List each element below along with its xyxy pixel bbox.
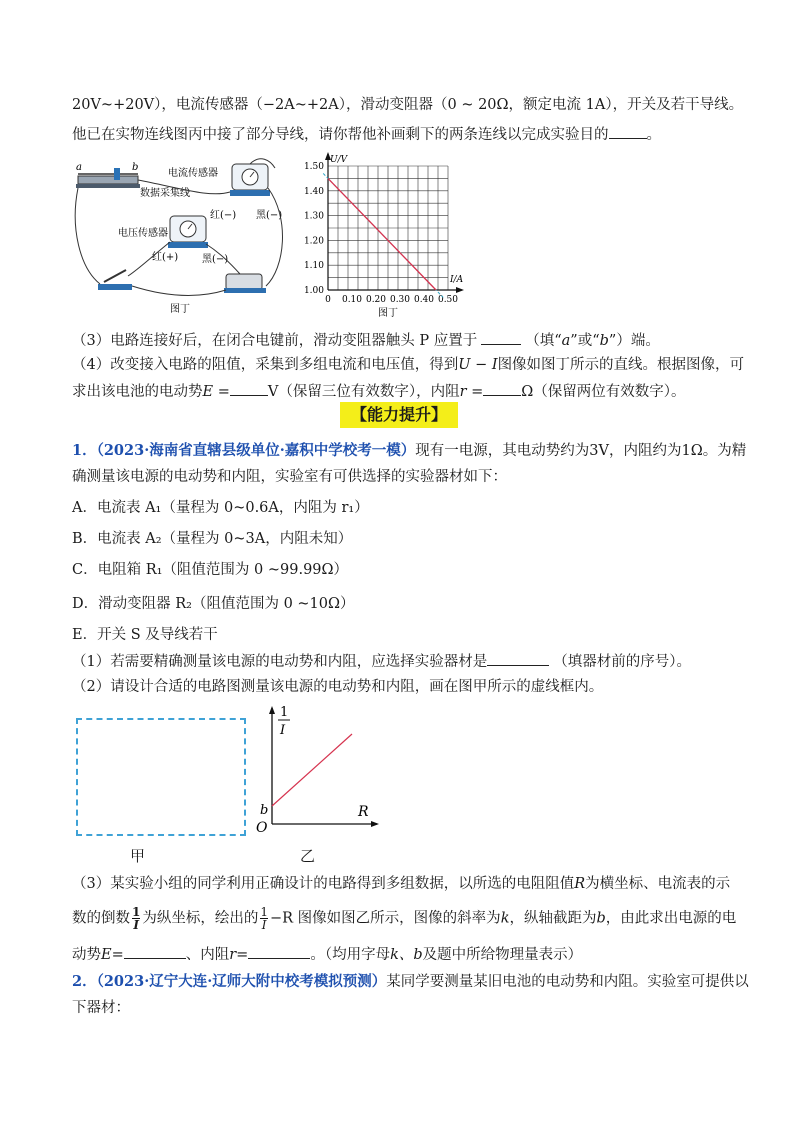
x-tick-label: 0.30 bbox=[389, 295, 411, 305]
label-b: b bbox=[132, 162, 139, 173]
problem-source: （2023·海南省直辖县级单位·嘉积中学校考一模） bbox=[96, 442, 416, 459]
y-tick-label: 1.10 bbox=[303, 261, 324, 272]
text-span: 、内阻 bbox=[185, 947, 230, 963]
question-4-line2 bbox=[72, 381, 686, 402]
text-span: 数的倒数 bbox=[72, 910, 130, 927]
label-a: a bbox=[76, 162, 82, 173]
text-span: 某同学要测量某旧电池的电动势和内阻。实验室可提供以 bbox=[386, 974, 749, 990]
text-line: 确测量该电源的电动势和内阻，实验室有可供选择的实验器材如下： bbox=[72, 469, 507, 485]
text-span: b bbox=[596, 910, 606, 927]
fit-line bbox=[272, 734, 352, 806]
section-banner: 【能力提升】 bbox=[340, 402, 458, 428]
x-axis-arrow bbox=[456, 287, 464, 293]
text-span: 图像如图丁所示的直线。根据图像，可 bbox=[497, 357, 745, 373]
text-span: （3）某实验小组的同学利用正确设计的电路得到多组数据，以所选的电阻阻值 bbox=[72, 876, 575, 892]
text-span: （填“ bbox=[525, 333, 562, 349]
text-span: E= bbox=[101, 947, 124, 963]
x-axis-label: R bbox=[358, 804, 369, 820]
text-span: −R 图像如图乙所示，图像的斜率为 bbox=[270, 910, 501, 927]
text-span: （4）改变接入电路的阻值，采集到多组电流和电压值，得到 bbox=[72, 357, 459, 373]
text-span: r= bbox=[229, 947, 249, 963]
text-span: 及题中所给物理量表示） bbox=[422, 947, 583, 963]
fraction-numerator: 1 bbox=[132, 905, 141, 919]
black-neg-label: 黑(−) bbox=[256, 210, 283, 221]
text-span: 。 bbox=[646, 127, 661, 143]
intercept-label: b bbox=[260, 803, 269, 818]
text-span: k、b bbox=[390, 947, 423, 963]
x-tick-label: 0.40 bbox=[413, 295, 435, 305]
x-tick-label: 0.20 bbox=[365, 295, 387, 305]
text-span: ，由此求出电源的电 bbox=[605, 910, 737, 927]
fraction bbox=[132, 906, 140, 931]
x-tick-label: 0 bbox=[325, 295, 331, 305]
problem-number: 2． bbox=[72, 973, 97, 990]
answer-blank[interactable] bbox=[481, 330, 521, 345]
red-neg-label: 红(−) bbox=[210, 210, 237, 221]
sub-question-2: （2）请设计合适的电路图测量该电源的电动势和内阻，画在图甲所示的虚线框内。 bbox=[72, 679, 604, 695]
circuit-dashed-box[interactable] bbox=[76, 718, 246, 836]
y-tick-label: 1.20 bbox=[303, 236, 324, 247]
fraction-numerator: 1 bbox=[260, 905, 268, 919]
series-line bbox=[328, 178, 436, 290]
option-c: C．电阻箱 R₁（阻值范围为 0 ~99.99Ω） bbox=[72, 562, 349, 578]
option-e: E．开关 S 及导线若干 bbox=[72, 627, 218, 643]
x-tick-label: 0.50 bbox=[437, 295, 459, 305]
text-span: 。（均用字母 bbox=[310, 947, 391, 963]
problem-2-line1 bbox=[72, 972, 749, 992]
data-line-label: 数据采集线 bbox=[140, 188, 190, 199]
text-line: 20V~+20V），电流传感器（−2A~+2A），滑动变阻器（0 ~ 20Ω，额定电流 1A），开关及若干导线。 bbox=[72, 97, 744, 113]
question-4-line1 bbox=[72, 355, 744, 375]
problem-number: 1． bbox=[72, 442, 97, 459]
text-span: （填器材前的序号）。 bbox=[553, 654, 691, 670]
text-span: E = bbox=[202, 384, 230, 400]
figure-jia-caption: 甲 bbox=[130, 847, 146, 865]
option-b: B．电流表 A₂（量程为 0~3A，内阻未知） bbox=[72, 531, 353, 547]
text-span: k bbox=[500, 910, 510, 927]
text-span: Ω（保留两位有效数字）。 bbox=[521, 384, 686, 400]
sub-question-3-line3 bbox=[72, 944, 582, 965]
option-d: D．滑动变阻器 R₂（阻值范围为 0 ~10Ω） bbox=[72, 596, 355, 612]
red-pos-label: 红(+) bbox=[152, 252, 179, 263]
text-span: （1）若需要精确测量该电源的电动势和内阻，应选择实验器材是 bbox=[72, 654, 488, 670]
sub-question-3-line1 bbox=[72, 874, 730, 894]
reciprocal-current-vs-r-chart bbox=[252, 706, 382, 834]
chart-caption: 图丁 bbox=[378, 308, 398, 318]
x-axis-label: I/A bbox=[450, 275, 464, 285]
option-a: A．电流表 A₁（量程为 0~0.6A，内阻为 r₁） bbox=[72, 500, 369, 516]
y-tick-label: 1.50 bbox=[303, 162, 324, 172]
text-span: ，纵轴截距为 bbox=[509, 910, 597, 927]
black-neg2-label: 黑(−) bbox=[202, 254, 229, 265]
y-axis-label: U/V bbox=[330, 155, 348, 165]
text-span: 为横坐标、电流表的示 bbox=[585, 876, 731, 892]
current-sensor-label: 电流传感器 bbox=[168, 168, 218, 179]
answer-blank[interactable] bbox=[483, 381, 521, 396]
text-span: V（保留三位有效数字），内阻 bbox=[267, 384, 460, 400]
sub-question-3-line2 bbox=[72, 906, 736, 931]
y-tick-label: 1.00 bbox=[303, 286, 324, 296]
text-span: a bbox=[561, 333, 571, 349]
fraction bbox=[260, 906, 268, 931]
apparatus-caption: 图丁 bbox=[170, 304, 190, 315]
y-axis-numerator: 1 bbox=[280, 706, 289, 720]
voltage-sensor-label: 电压传感器 bbox=[118, 228, 168, 239]
text-span: U − I bbox=[458, 357, 498, 373]
fraction-denominator: I bbox=[261, 918, 267, 932]
y-tick-label: 1.30 bbox=[303, 211, 324, 222]
figure-yi-caption: 乙 bbox=[300, 847, 316, 865]
problem-source: （2023·辽宁大连·辽师大附中校考模拟预测） bbox=[96, 973, 387, 990]
x-tick-label: 0.10 bbox=[341, 295, 363, 305]
answer-blank[interactable] bbox=[230, 381, 268, 396]
text-span: ”或“ bbox=[570, 333, 600, 349]
text-span: 现有一电源，其电动势约为3V，内阻约为1Ω。为精 bbox=[415, 443, 747, 459]
answer-blank[interactable] bbox=[124, 944, 186, 959]
text-span: r = bbox=[459, 384, 484, 400]
origin-label: O bbox=[256, 820, 268, 834]
text-line: 下器材： bbox=[72, 1000, 130, 1016]
answer-blank[interactable] bbox=[248, 944, 310, 959]
text-span: 他已在实物连线图丙中接了部分导线，请你帮他补画剩下的两条连线以完成实验目的 bbox=[72, 127, 609, 143]
text-span: （3）电路连接好后，在闭合电键前，滑动变阻器触头 P 应置于 bbox=[72, 333, 478, 349]
text-span: ”）端。 bbox=[608, 333, 660, 349]
text-line bbox=[72, 124, 661, 145]
sub-question-1 bbox=[72, 651, 691, 672]
question-3 bbox=[72, 330, 660, 351]
text-span: b bbox=[599, 333, 609, 349]
y-tick-label: 1.40 bbox=[303, 186, 324, 197]
u-i-chart bbox=[292, 146, 472, 318]
y-axis-denominator: I bbox=[280, 723, 286, 738]
text-span: 为纵坐标，绘出的 bbox=[142, 910, 259, 927]
text-span: 求出该电池的电动势 bbox=[72, 384, 203, 400]
problem-1-line1 bbox=[72, 441, 746, 461]
answer-blank[interactable] bbox=[487, 651, 549, 666]
fraction-denominator: I bbox=[133, 918, 139, 932]
text-span: 动势 bbox=[72, 947, 101, 963]
answer-blank[interactable] bbox=[609, 124, 647, 139]
text-span: R bbox=[574, 876, 586, 892]
apparatus-figure bbox=[70, 158, 294, 318]
